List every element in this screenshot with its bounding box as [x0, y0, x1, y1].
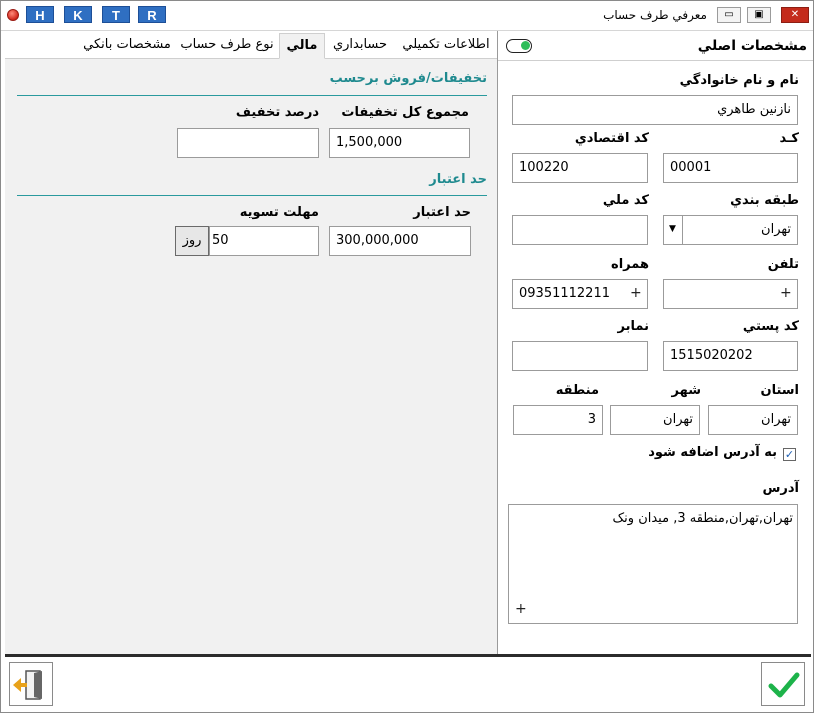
discounts-divider: [17, 95, 487, 96]
full-name-field[interactable]: نازنين طاهري: [512, 95, 798, 125]
details-panel: [5, 31, 497, 654]
tab-strip: [5, 31, 497, 59]
add-address-icon[interactable]: +: [515, 601, 527, 617]
category-label: طبقه بندي: [730, 193, 799, 208]
add-to-address-label: به آدرس اضافه شود: [648, 445, 777, 460]
window-title: معرفي طرف حساب: [603, 8, 707, 22]
address-label: آدرس: [762, 481, 799, 496]
chevron-down-icon[interactable]: ▼: [663, 215, 683, 245]
check-icon: [762, 663, 806, 707]
action-bar: [1, 657, 813, 712]
tab-accounting[interactable]: حسابداري: [332, 37, 388, 52]
maximize-icon: ▣: [754, 9, 764, 20]
postal-code-label: كد پستي: [742, 319, 799, 334]
tab-financial[interactable]: مالي: [279, 33, 325, 59]
add-to-address-checkbox[interactable]: ✓: [784, 448, 795, 461]
credit-limit-field[interactable]: 300,000,000: [329, 226, 471, 256]
active-toggle[interactable]: [506, 39, 532, 53]
address-textarea[interactable]: [508, 504, 798, 624]
quick-button-t[interactable]: T: [102, 6, 130, 23]
exit-button[interactable]: [9, 662, 53, 706]
discount-percent-field[interactable]: [177, 128, 319, 158]
discount-percent-label: درصد تخفيف: [235, 105, 319, 120]
postal-code-field[interactable]: 1515020202: [663, 341, 798, 371]
confirm-button[interactable]: [761, 662, 805, 706]
discounts-section-title: تخفيفات/فروش برحسب: [329, 71, 487, 86]
economic-code-label: كد اقتصادي: [574, 131, 649, 146]
national-code-label: كد ملي: [602, 193, 649, 208]
tab-account-type[interactable]: نوع طرف حساب: [180, 37, 274, 52]
total-discount-field[interactable]: 1,500,000: [329, 128, 470, 158]
minimize-icon: ▭: [724, 9, 734, 20]
toggle-knob-icon: [521, 41, 530, 50]
record-dot-icon[interactable]: [7, 9, 19, 21]
main-info-panel: [498, 31, 813, 654]
region-label: منطقه: [555, 383, 599, 398]
city-label: شهر: [671, 383, 701, 398]
maximize-button[interactable]: [747, 7, 771, 23]
settlement-period-label: مهلت تسويه: [239, 205, 319, 220]
quick-button-k[interactable]: K: [64, 6, 92, 23]
phone-label: تلفن: [767, 257, 799, 272]
title-bar: [1, 1, 813, 31]
quick-button-h[interactable]: H: [26, 6, 54, 23]
code-field[interactable]: 00001: [663, 153, 798, 183]
tab-additional-info[interactable]: اطلاعات تكميلي: [402, 37, 490, 52]
credit-divider: [17, 195, 487, 196]
address-text: تهران,تهران,منطقه 3, ميدان ونک: [612, 511, 793, 526]
total-discount-label: مجموع كل تخفيفات: [341, 105, 469, 120]
settlement-unit-label: روز: [175, 226, 209, 256]
category-select[interactable]: تهران: [663, 215, 798, 245]
main-info-title: مشخصات اصلي: [697, 38, 807, 54]
national-code-field[interactable]: [512, 215, 648, 245]
add-phone-icon[interactable]: +: [780, 285, 792, 301]
mobile-field[interactable]: 09351112211: [512, 279, 648, 309]
fax-label: نمابر: [617, 319, 649, 334]
close-icon: ✕: [790, 9, 800, 20]
full-name-label: نام و نام خانوادگي: [679, 73, 799, 88]
credit-section-title: حد اعتبار: [429, 172, 487, 187]
credit-limit-label: حد اعتبار: [413, 205, 471, 220]
economic-code-field[interactable]: 100220: [512, 153, 648, 183]
city-field[interactable]: تهران: [610, 405, 700, 435]
main-info-header: [498, 31, 813, 61]
code-label: كـد: [779, 131, 799, 146]
mobile-label: همراه: [611, 257, 649, 272]
exit-door-icon: [10, 663, 54, 707]
add-mobile-icon[interactable]: +: [630, 285, 642, 301]
close-button[interactable]: [781, 7, 809, 23]
settlement-period-field[interactable]: 50: [209, 226, 319, 256]
quick-button-r[interactable]: R: [138, 6, 166, 23]
tab-bank-details[interactable]: مشخصات بانكي: [83, 37, 171, 52]
phone-field[interactable]: [663, 279, 798, 309]
minimize-button[interactable]: [717, 7, 741, 23]
province-field[interactable]: تهران: [708, 405, 798, 435]
region-field[interactable]: 3: [513, 405, 603, 435]
province-label: استان: [760, 383, 799, 398]
fax-field[interactable]: [512, 341, 648, 371]
